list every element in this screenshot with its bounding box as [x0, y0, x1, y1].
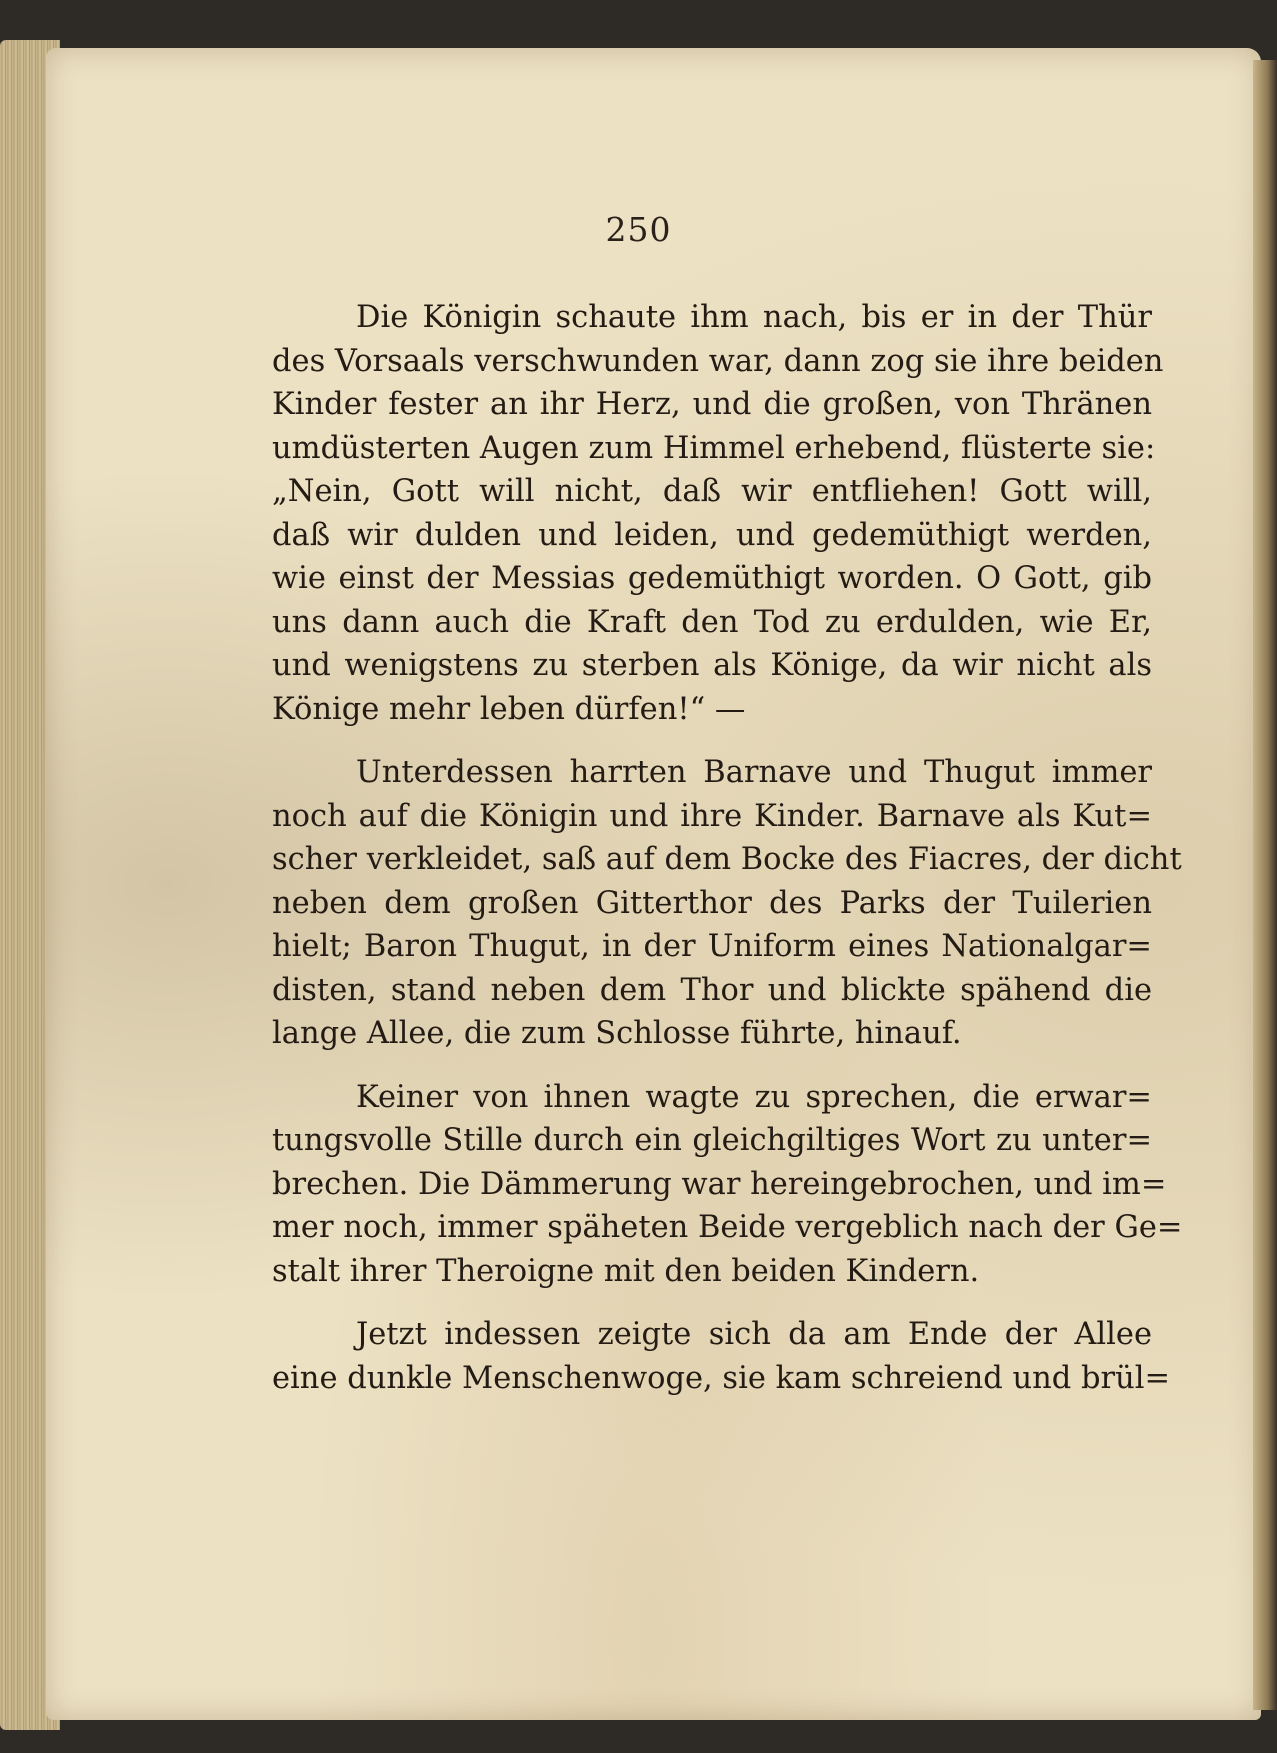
text-line: neben dem großen Gitterthor des Parks der Tuilerien	[272, 885, 1152, 921]
paragraph-4	[272, 1313, 1171, 1400]
text-line: noch auf die Königin und ihre Kinder. Barnave als Kut=	[272, 798, 1152, 834]
text-line: brechen. Die Dämmerung war hereingebrochen, und im=	[272, 1166, 1167, 1202]
text-line: und wenigstens zu sterben als Könige, da wir nicht als	[272, 648, 1152, 683]
text-line: Kinder fester an ihr Herz, und die großen, von Thränen	[272, 387, 1152, 422]
text-line: tungsvolle Stille durch ein gleichgiltiges Wort zu unter=	[272, 1123, 1152, 1158]
text-line: Jetzt indessen zeigte sich da am Ende der Allee	[356, 1317, 1152, 1352]
text-line: „Nein, Gott will nicht, daß wir entfliehen! Gott will,	[272, 474, 1152, 509]
paragraph-3	[272, 1076, 1183, 1294]
text-line: hielt; Baron Thugut, in der Uniform eines Nationalgar=	[272, 929, 1152, 964]
text-line: Keiner von ihnen wagte zu sprechen, die erwar=	[356, 1079, 1152, 1115]
text-line: daß wir dulden und leiden, und gedemüthigt werden,	[272, 517, 1152, 553]
text-line: umdüsterten Augen zum Himmel erhebend, flüsterte sie:	[272, 430, 1156, 466]
text-line: Könige mehr leben dürfen!“ —	[272, 691, 746, 727]
body-text	[272, 296, 1183, 1400]
text-line: stalt ihrer Theroigne mit den beiden Kindern.	[272, 1253, 980, 1289]
text-line: lange Allee, die zum Schlosse führte, hinauf.	[272, 1016, 962, 1051]
text-line: scher verkleidet, saß auf dem Bocke des Fiacres, der dicht	[272, 842, 1182, 877]
text-line: des Vorsaals verschwunden war, dann zog sie ihre beiden	[272, 343, 1164, 379]
page-number: 250	[605, 210, 672, 249]
text-line: eine dunkle Menschenwoge, sie kam schreiend und brül=	[272, 1360, 1171, 1396]
text-line: mer noch, immer späheten Beide vergeblich nach der Ge=	[272, 1210, 1183, 1245]
paragraph-2	[272, 751, 1182, 1056]
text-line: uns dann auch die Kraft den Tod zu erdulden, wie Er,	[272, 604, 1152, 640]
text-line: disten, stand neben dem Thor und blickte spähend die	[272, 972, 1152, 1008]
text-line: Unterdessen harrten Barnave und Thugut immer	[356, 755, 1152, 790]
text-line: Die Königin schaute ihm nach, bis er in der Thür	[356, 300, 1152, 335]
text-line: wie einst der Messias gedemüthigt worden. O Gott, gib	[272, 561, 1152, 596]
paragraph-1	[272, 296, 1164, 731]
binding-edge	[1253, 60, 1277, 1710]
